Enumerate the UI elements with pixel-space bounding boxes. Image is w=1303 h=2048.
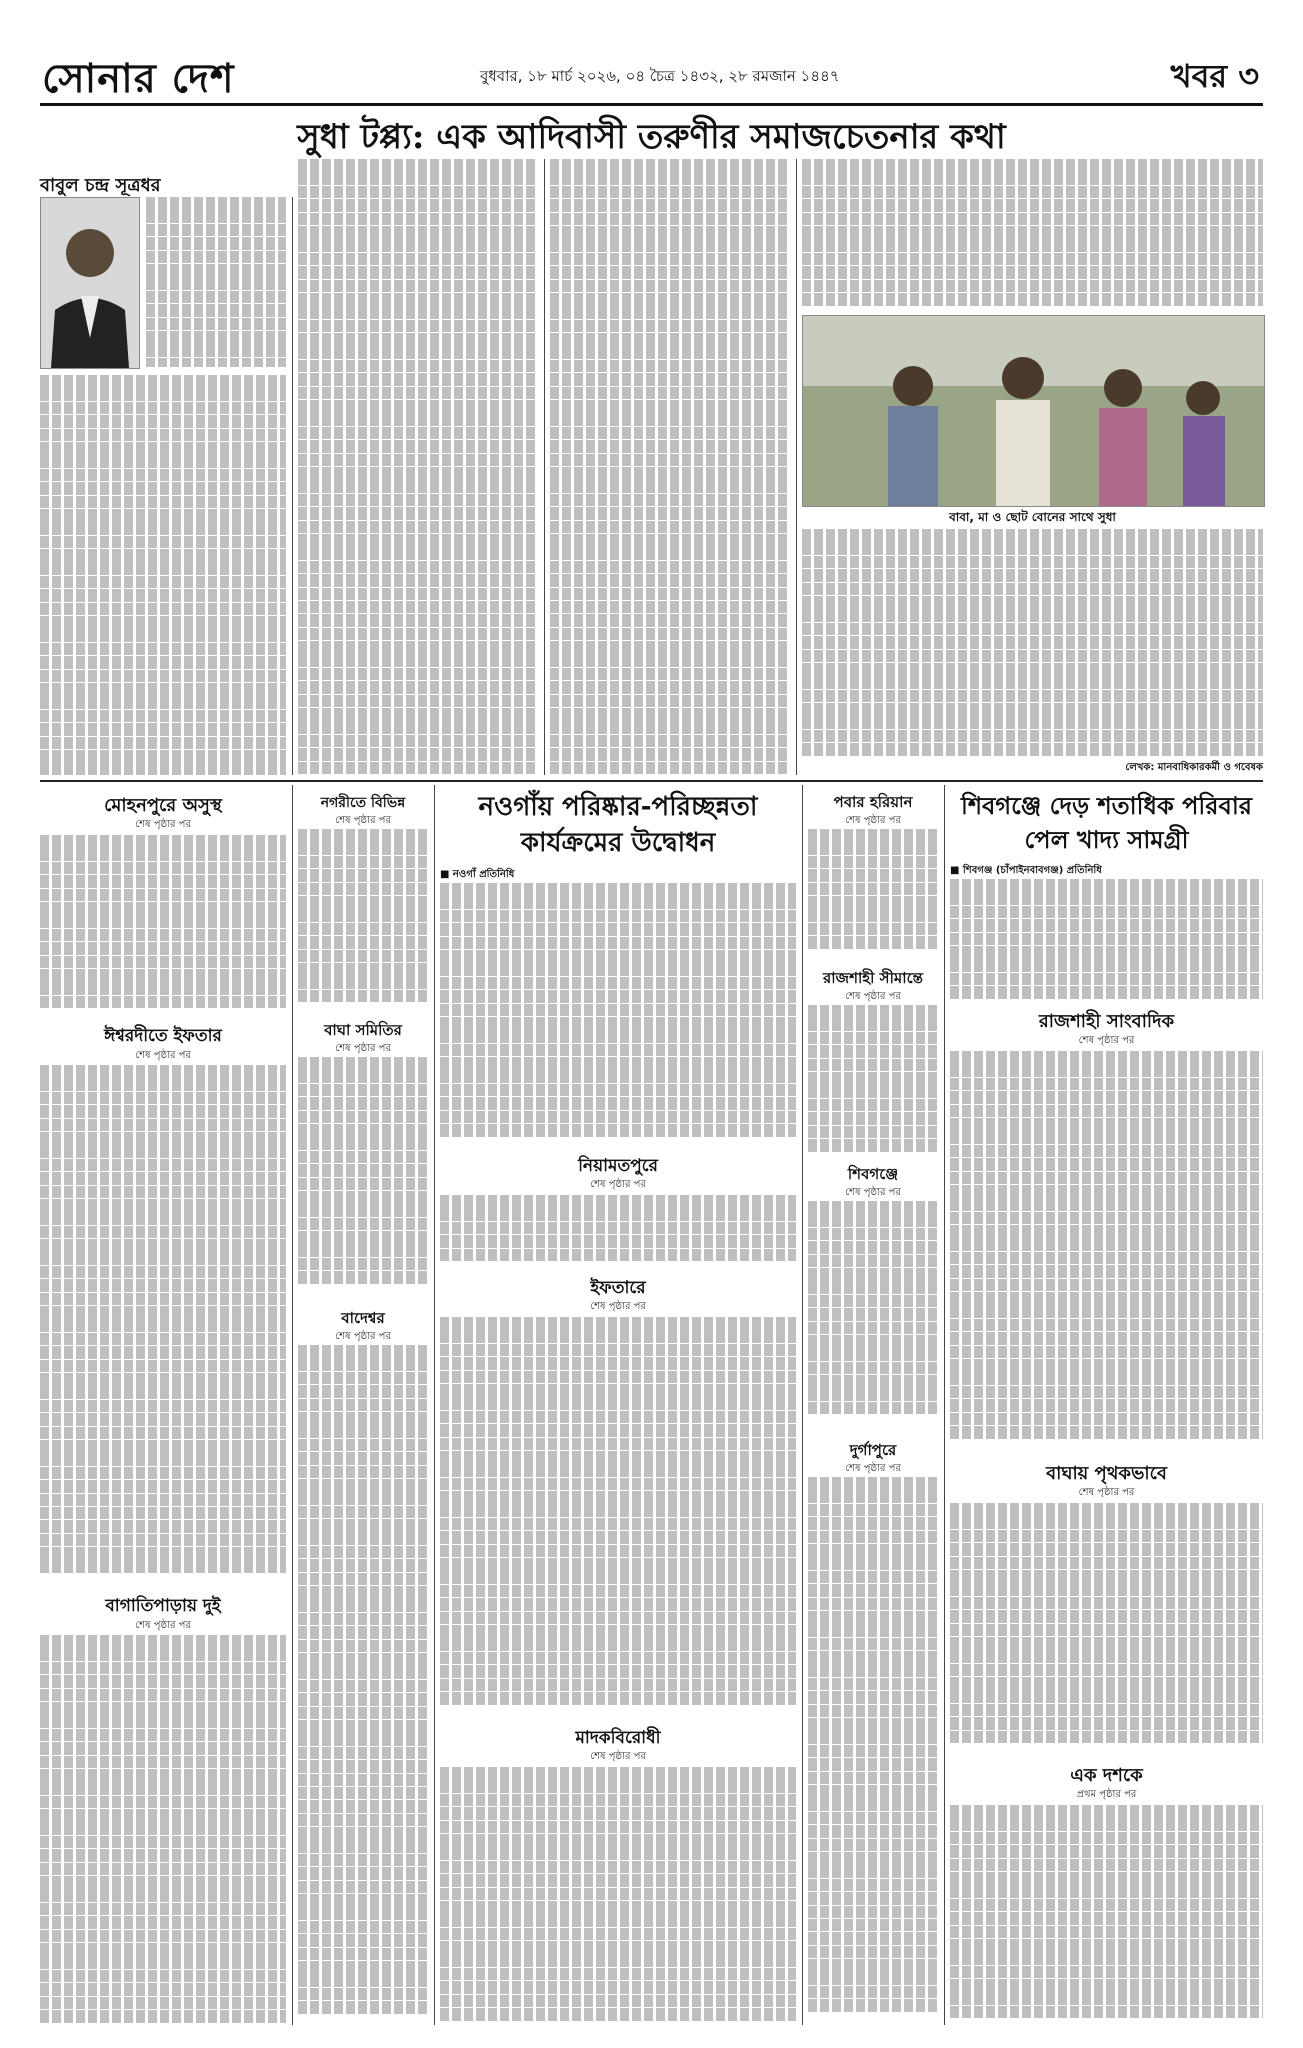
- column-rule: [292, 197, 293, 775]
- photo-caption: বাবা, মা ও ছোট বোনের সাথে সুধা: [949, 510, 1116, 524]
- section-rule: [40, 780, 1263, 782]
- lead-story-col-4b: [802, 529, 1263, 759]
- story-title-durgapur: দুর্গাপুরে: [849, 1441, 897, 1459]
- column-rule: [802, 785, 803, 2025]
- story-title-ishwardi: ঈশ্বরদীতে ইফতার: [104, 1026, 222, 1046]
- story-body-durgapur: [808, 1477, 938, 2025]
- continued-label: শেষ পৃষ্ঠার পর: [335, 1043, 391, 1054]
- story-title-iftare: ইফতারে: [590, 1278, 646, 1298]
- newspaper-page: [40, 45, 1263, 2025]
- story-title-shibganj-food: শিবগঞ্জে দেড় শতাধিক পরিবার পেল খাদ্য সামগ্রী: [960, 791, 1252, 854]
- story-body-rajshahi-journalist: [950, 1051, 1263, 1451]
- author-photo: [40, 197, 140, 369]
- continued-label: শেষ পৃষ্ঠার পর: [845, 991, 901, 1002]
- column-rule: [434, 785, 435, 2025]
- story-title-naogaon: নওগাঁয় পরিষ্কার-পরিচ্ছন্নতা কার্যক্রমের উদ্বোধন: [478, 792, 758, 858]
- story-body-madokbirodhi: [440, 1767, 796, 2025]
- continued-label: শেষ পৃষ্ঠার পর: [135, 819, 191, 830]
- column-rule: [944, 785, 945, 2025]
- story-title-poba: পবার হরিয়ান: [833, 793, 913, 811]
- story-title-rajshahi-journalist: রাজশাহী সাংবাদিক: [1038, 1011, 1175, 1032]
- story-body-bagha-separately: [950, 1503, 1263, 1753]
- continued-label: শেষ পৃষ্ঠার পর: [335, 1331, 391, 1342]
- column-rule: [796, 159, 797, 775]
- story-body-badeshwar: [298, 1345, 428, 2025]
- continued-label: শেষ পৃষ্ঠার পর: [1078, 1487, 1135, 1498]
- story-body-nogori: [298, 829, 428, 1009]
- continued-label: শেষ পৃষ্ঠার পর: [590, 1751, 646, 1762]
- column-rule: [292, 785, 293, 2025]
- lead-story-col-2: [298, 159, 538, 775]
- continued-label: শেষ পৃষ্ঠার পর: [135, 1620, 191, 1631]
- story-title-bagha-samity: বাঘা সমিতির: [324, 1021, 402, 1039]
- newspaper-brand: সোনার দেশ: [42, 55, 235, 102]
- continued-label: শেষ পৃষ্ঠার পর: [335, 815, 391, 826]
- story-body-niamatpur: [440, 1195, 796, 1265]
- story-title-badeshwar: বাদেশ্বর: [341, 1309, 385, 1327]
- story-credit-shibganj-food: ■ শিবগঞ্জ (চাঁপাইনবাবগঞ্জ) প্রতিনিধি: [950, 865, 1102, 876]
- lead-story-col-4: [802, 159, 1263, 309]
- story-body-poba: [808, 829, 938, 959]
- author-note: লেখক: মানবাধিকারকর্মী ও গবেষক: [1125, 762, 1263, 773]
- story-body-bagha-samity: [298, 1057, 428, 1297]
- lead-headline: সুধা টপ্প্য: এক আদিবাসী তরুণীর সমাজচেতনার কথা: [297, 117, 1006, 157]
- story-title-rajshahi-border: রাজশাহী সীমান্তে: [823, 969, 923, 987]
- story-body-bagatipara: [40, 1635, 286, 2025]
- column-rule: [544, 159, 545, 775]
- story-title-mohanpur: মোহনপুরে অসুস্থ: [104, 795, 222, 816]
- masthead: [40, 45, 1263, 106]
- continued-label: শেষ পৃষ্ঠার পর: [590, 1301, 646, 1312]
- story-title-madokbirodhi: মাদকবিরোধী: [575, 1728, 661, 1748]
- story-body-ishwardi: [40, 1065, 286, 1585]
- continued-label: শেষ পৃষ্ঠার পর: [845, 1463, 901, 1474]
- family-photo-icon: [803, 316, 1264, 506]
- continued-label: শেষ পৃষ্ঠার পর: [845, 815, 901, 826]
- story-credit-naogaon: ■ নওগাঁ প্রতিনিধি: [440, 869, 515, 880]
- lead-story-col-1: [146, 197, 286, 367]
- lead-story-col-1b: [40, 375, 286, 775]
- story-body-shibganj: [808, 1201, 938, 1431]
- story-title-niamatpur: নিয়ামতপুরে: [578, 1156, 658, 1176]
- continued-label: শেষ পৃষ্ঠার পর: [845, 1187, 901, 1198]
- lead-story-col-3: [550, 159, 790, 775]
- continued-label: শেষ পৃষ্ঠার পর: [1078, 1035, 1135, 1046]
- story-body-rajshahi-border: [808, 1005, 938, 1155]
- story-title-ek-doshoke: এক দশকে: [1070, 1765, 1143, 1786]
- story-body-mohanpur: [40, 835, 286, 1015]
- story-title-bagatipara: বাগাতিপাড়ায় দুই: [105, 1596, 221, 1616]
- story-body-iftare: [440, 1317, 796, 1717]
- family-photo: [802, 315, 1265, 507]
- story-body-naogaon: [440, 883, 796, 1143]
- continued-label: শেষ পৃষ্ঠার পর: [590, 1179, 646, 1190]
- portrait-icon: [41, 198, 139, 368]
- dateline: বুধবার, ১৮ মার্চ ২০২৬, ০৪ চৈত্র ১৪৩২, ২৮ রমজান ১৪৪৭: [480, 67, 840, 85]
- story-title-nogori: নগরীতে বিভিন্ন: [320, 795, 406, 811]
- continued-label: শেষ পৃষ্ঠার পর: [135, 1050, 191, 1061]
- story-body-ek-doshoke: [950, 1805, 1263, 2025]
- story-title-shibganj: শিবগঞ্জে: [847, 1165, 899, 1183]
- continued-label: প্রথম পৃষ্ঠার পর: [1076, 1789, 1137, 1800]
- story-title-bagha-separately: বাঘায় পৃথকভাবে: [1046, 1463, 1167, 1484]
- byline: বাবুল চন্দ্র সূত্রধর: [40, 175, 161, 196]
- section-page-label: খবর ৩: [1170, 57, 1259, 95]
- story-body-shibganj-food: [950, 879, 1263, 999]
